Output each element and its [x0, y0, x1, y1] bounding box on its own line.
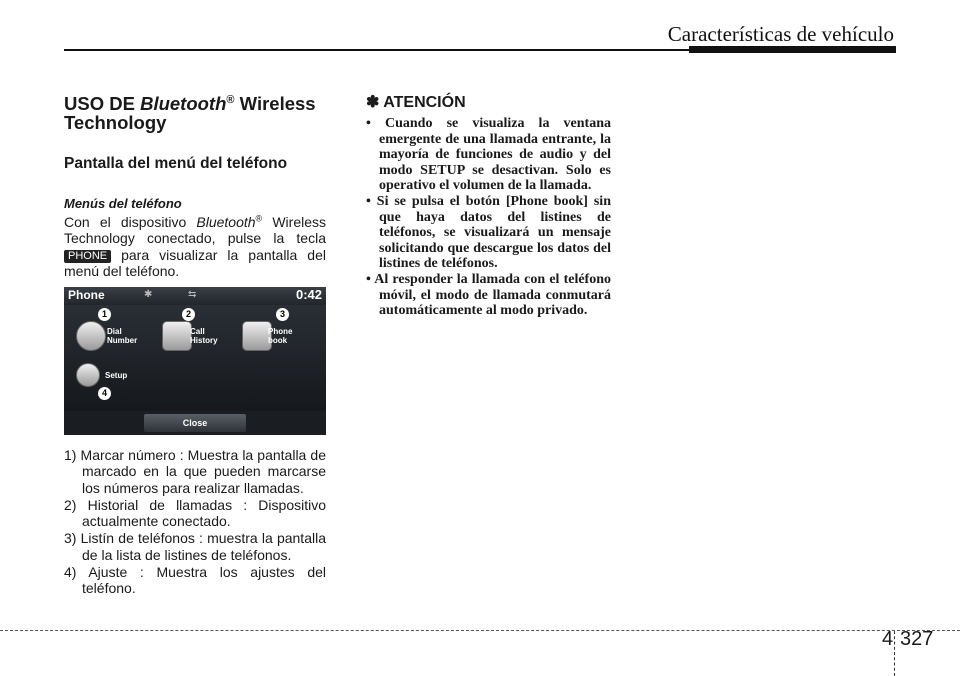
footer-divider: [0, 630, 960, 631]
screen-clock: 0:42: [295, 287, 322, 302]
callout-1: 1: [98, 308, 111, 321]
para-text-b: Wireless Technology conectado, pulse la tecla: [64, 214, 326, 247]
chapter-number: 4: [882, 628, 894, 650]
para-text-a: Con el dispositivo: [64, 214, 197, 230]
dial-number-label: Dial Number: [107, 327, 138, 345]
para-registered-mark: ®: [255, 213, 263, 224]
callout-3: 3: [276, 308, 289, 321]
heading-prefix: USO DE: [64, 93, 141, 114]
callout-4: 4: [98, 387, 111, 400]
para-brand: Bluetooth: [196, 214, 256, 230]
call-history-button[interactable]: [162, 321, 192, 351]
bluetooth-icon: ✱: [144, 289, 153, 300]
list-item: 1) Marcar número : Muestra la pantalla de marcado en la que pueden marcarse los números para realizar llamadas.: [64, 447, 326, 496]
screen-title: Phone: [68, 288, 105, 302]
attention-box: [366, 92, 611, 319]
bullet-item: • Cuando se visualiza la ventana emergente de una llamada entrante, la mayoría de funciones de audio y del modo SETUP se desactivan. Solo es operativo el volumen de la llamada.: [366, 116, 611, 194]
numbered-list: [64, 447, 326, 598]
page-number: 327: [900, 628, 934, 650]
usb-icon: ⇆: [188, 289, 197, 300]
setup-label: Setup: [105, 371, 128, 380]
list-item: 4) Ajuste : Muestra los ajustes del teléfono.: [64, 564, 326, 597]
close-button[interactable]: Close: [144, 414, 246, 432]
heading-brand: Bluetooth: [140, 93, 227, 114]
list-item: 2) Historial de llamadas : Dispositivo actualmente conectado.: [64, 496, 326, 530]
header-rule: [64, 49, 689, 51]
header-rule-thick: [689, 46, 896, 53]
dial-number-button[interactable]: [76, 321, 106, 351]
setup-gear-button[interactable]: [76, 363, 100, 387]
heading-registered-mark: ®: [226, 93, 235, 106]
para-text-c: para visualizar la pantalla del menú del teléfono.: [64, 246, 326, 279]
heading-suffix: Wireless Technology: [64, 93, 316, 133]
phone-menu-screenshot: [64, 287, 326, 435]
list-item: 3) Listín de teléfonos : muestra la pantalla de la lista de listines de teléfonos.: [64, 530, 326, 563]
intro-paragraph: [64, 214, 326, 279]
section-heading-block: [64, 94, 326, 132]
attention-title: ✽ ATENCIÓN: [366, 94, 466, 111]
subsubheading: Menús del teléfono: [64, 196, 182, 211]
call-history-label: Call History: [190, 327, 218, 345]
callout-2: 2: [182, 308, 195, 321]
footer-vertical-divider: [894, 631, 895, 676]
subheading: Pantalla del menú del teléfono: [64, 155, 288, 172]
bullet-item: • Al responder la llamada con el teléfono móvil, el modo de llamada conmutará automáticamente al modo privado.: [366, 271, 611, 319]
attention-bullets: [366, 116, 611, 319]
phone-book-label: Phone book: [268, 327, 293, 345]
section-heading: [64, 94, 326, 132]
phone-key-badge: PHONE: [64, 250, 111, 263]
bullet-item: • Si se pulsa el botón [Phone book] sin que haya datos del listines de teléfonos, se visualizará un mensaje solicitando que descargue los datos del listines de teléfonos.: [366, 193, 611, 272]
page-header-title: Características de vehículo: [667, 22, 894, 46]
